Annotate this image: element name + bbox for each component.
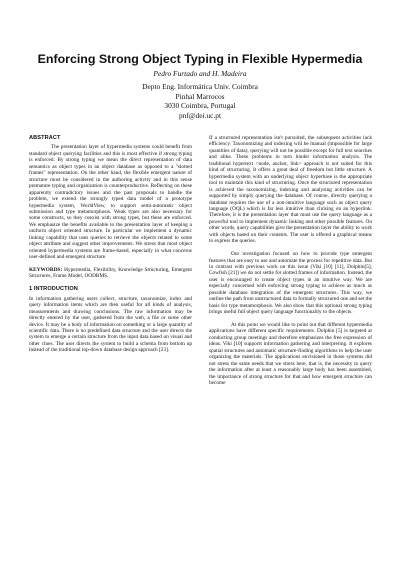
left-column	[29, 135, 192, 360]
introduction-text: In information gathering users collect, structure, taxonomize, index and query information items which are then useful for all kinds of analysis, measurements and drawing conclusions. The raw information may be directly entered by the user, gathered from the web, a file or some other device. It may be a body of information on something or a large quantity of scientific data. There is no predefined data structure and the user directs the system to emerge a certain structure from the input data based on visual and other clues. The user directs the system to build a schema from bottom up instead of the traditional top-down database design approach [23].	[29, 295, 192, 354]
keywords-text: Hypermedia, Flexibility, Knowledge Structuring, Emergent Structures, Frame Model, OODBMS.	[29, 267, 192, 280]
author-affiliation	[0, 82, 400, 120]
right-column	[209, 135, 372, 393]
abstract-text: The presentation layer of hypermedia systems could benefit from standard object querying facilities and this is most effective if strong typing is enforced. By strong typing we mean the direct representation of data semantics as object types in an object database as opposed to a "slotted frames" representation. On the other hand, the flexible emergent nature of structure must be considered in the authoring activity and in this sense premature typing and organization is counterproductive. Reflecting on these apparently contradictory issues and the past proposals to handle the problem, we extend the strongly typed data model of a prototype hypermedia system, WorldView, to support semi-automatic object submission and type metamorphosis. Weak types are also necessary for some constructs, so they coexist with strong types, but these are enforced. We emphasize the benefits available to the presentation layer of keeping a uniform object oriented structure. In particular we implement a dynamic linking capability that uses queries to retrieve the objects related to some object attribute and suggest other improvements. We stress that most object oriented hypermedia systems are frame-based, especially in what concerns user-defined and emergent structure.	[29, 144, 192, 261]
body-paragraph: Our investigation focused on how to provide type emergent features that are easy to use and automate the process for repetitive data. But in contrast with previous work on this issue (Viki [10] [11], Dolphin[5], Cowfish [21]) we do not settle for slotted frames of information. Instead, the user is encouraged to create object types in an intuitive way. We are especially concerned with enforcing strong typing to achieve as much as possible database integration of the emergent structures. This way, we outline the path from unstructured data to formally structured one and set the basis for type metamorphosis. We also show that this optional strong typing brings useful full object query language functionality to the objects.	[209, 251, 372, 316]
affiliation-line: 3030 Coimbra, Portugal	[164, 101, 236, 111]
body-paragraph: At this point we would like to point out that different hypermedia applications have different specific requirements. Dolphin [5] is targeted at conducting group meetings and therefore emphasizes the free expression of ideas. Viki [10] supports information gathering and interpreting. It explores spatial structures and automatic structure-finding algorithms to help the user organizing the materials. The applications envisioned in those systems did not stress the same needs that we stress here, that is, the necessity to query the information after at least a reasonably large body has been assembled, the importance of strong structure for that and how emergent structure can become	[209, 322, 372, 387]
body-paragraph: If a structured representation isn't pursuited, the subsequent activities lack efficiency. Taxonomizing and indexing will be manual (impossible for large quantities of data), querying will not be possible except for full text searches and alike. These problems in turn hinder information analysis. The traditional hypertext <node, anchor, link> approach is not suited for this kind of structuring. It offers a great deal of freedom but little structure. A hypermedia system with an underlying object hyperbase is the appropriate tool to maintain this kind of structuring. Once the structured representation is achieved the taxonomizing, indexing and analysing activities can be supported by simply querying the database. Of course, directly querying a database requires the use of a non-intuitive language such as object query language (OQL) which is far less intuitive than clicking on an hyperlink. Therefore, it is the presentation layer that must use the query language as a powerful tool to implement dynamic linking and other possible features. On other words, query capabilities give the presentation layer the ability to work with objects based on their contents. The user is offered a graphical means to express the queries.	[209, 135, 372, 245]
author-email: pnf@dei.uc.pt	[178, 110, 222, 120]
keywords-label: KEYWORDS:	[29, 267, 63, 273]
paper-title: Enforcing Strong Object Typing in Flexible Hypermedia	[37, 52, 363, 66]
keywords-paragraph	[29, 267, 192, 280]
paper-authors: Pedro Furtado and H. Madeira	[153, 69, 247, 78]
affiliation-line: Pinhal Marrocos	[175, 91, 225, 101]
abstract-heading: ABSTRACT	[29, 135, 61, 141]
introduction-heading: 1 INTRODUCTION	[29, 286, 78, 293]
affiliation-line: Depto Eng. Informática Univ. Coimbra	[142, 82, 258, 91]
